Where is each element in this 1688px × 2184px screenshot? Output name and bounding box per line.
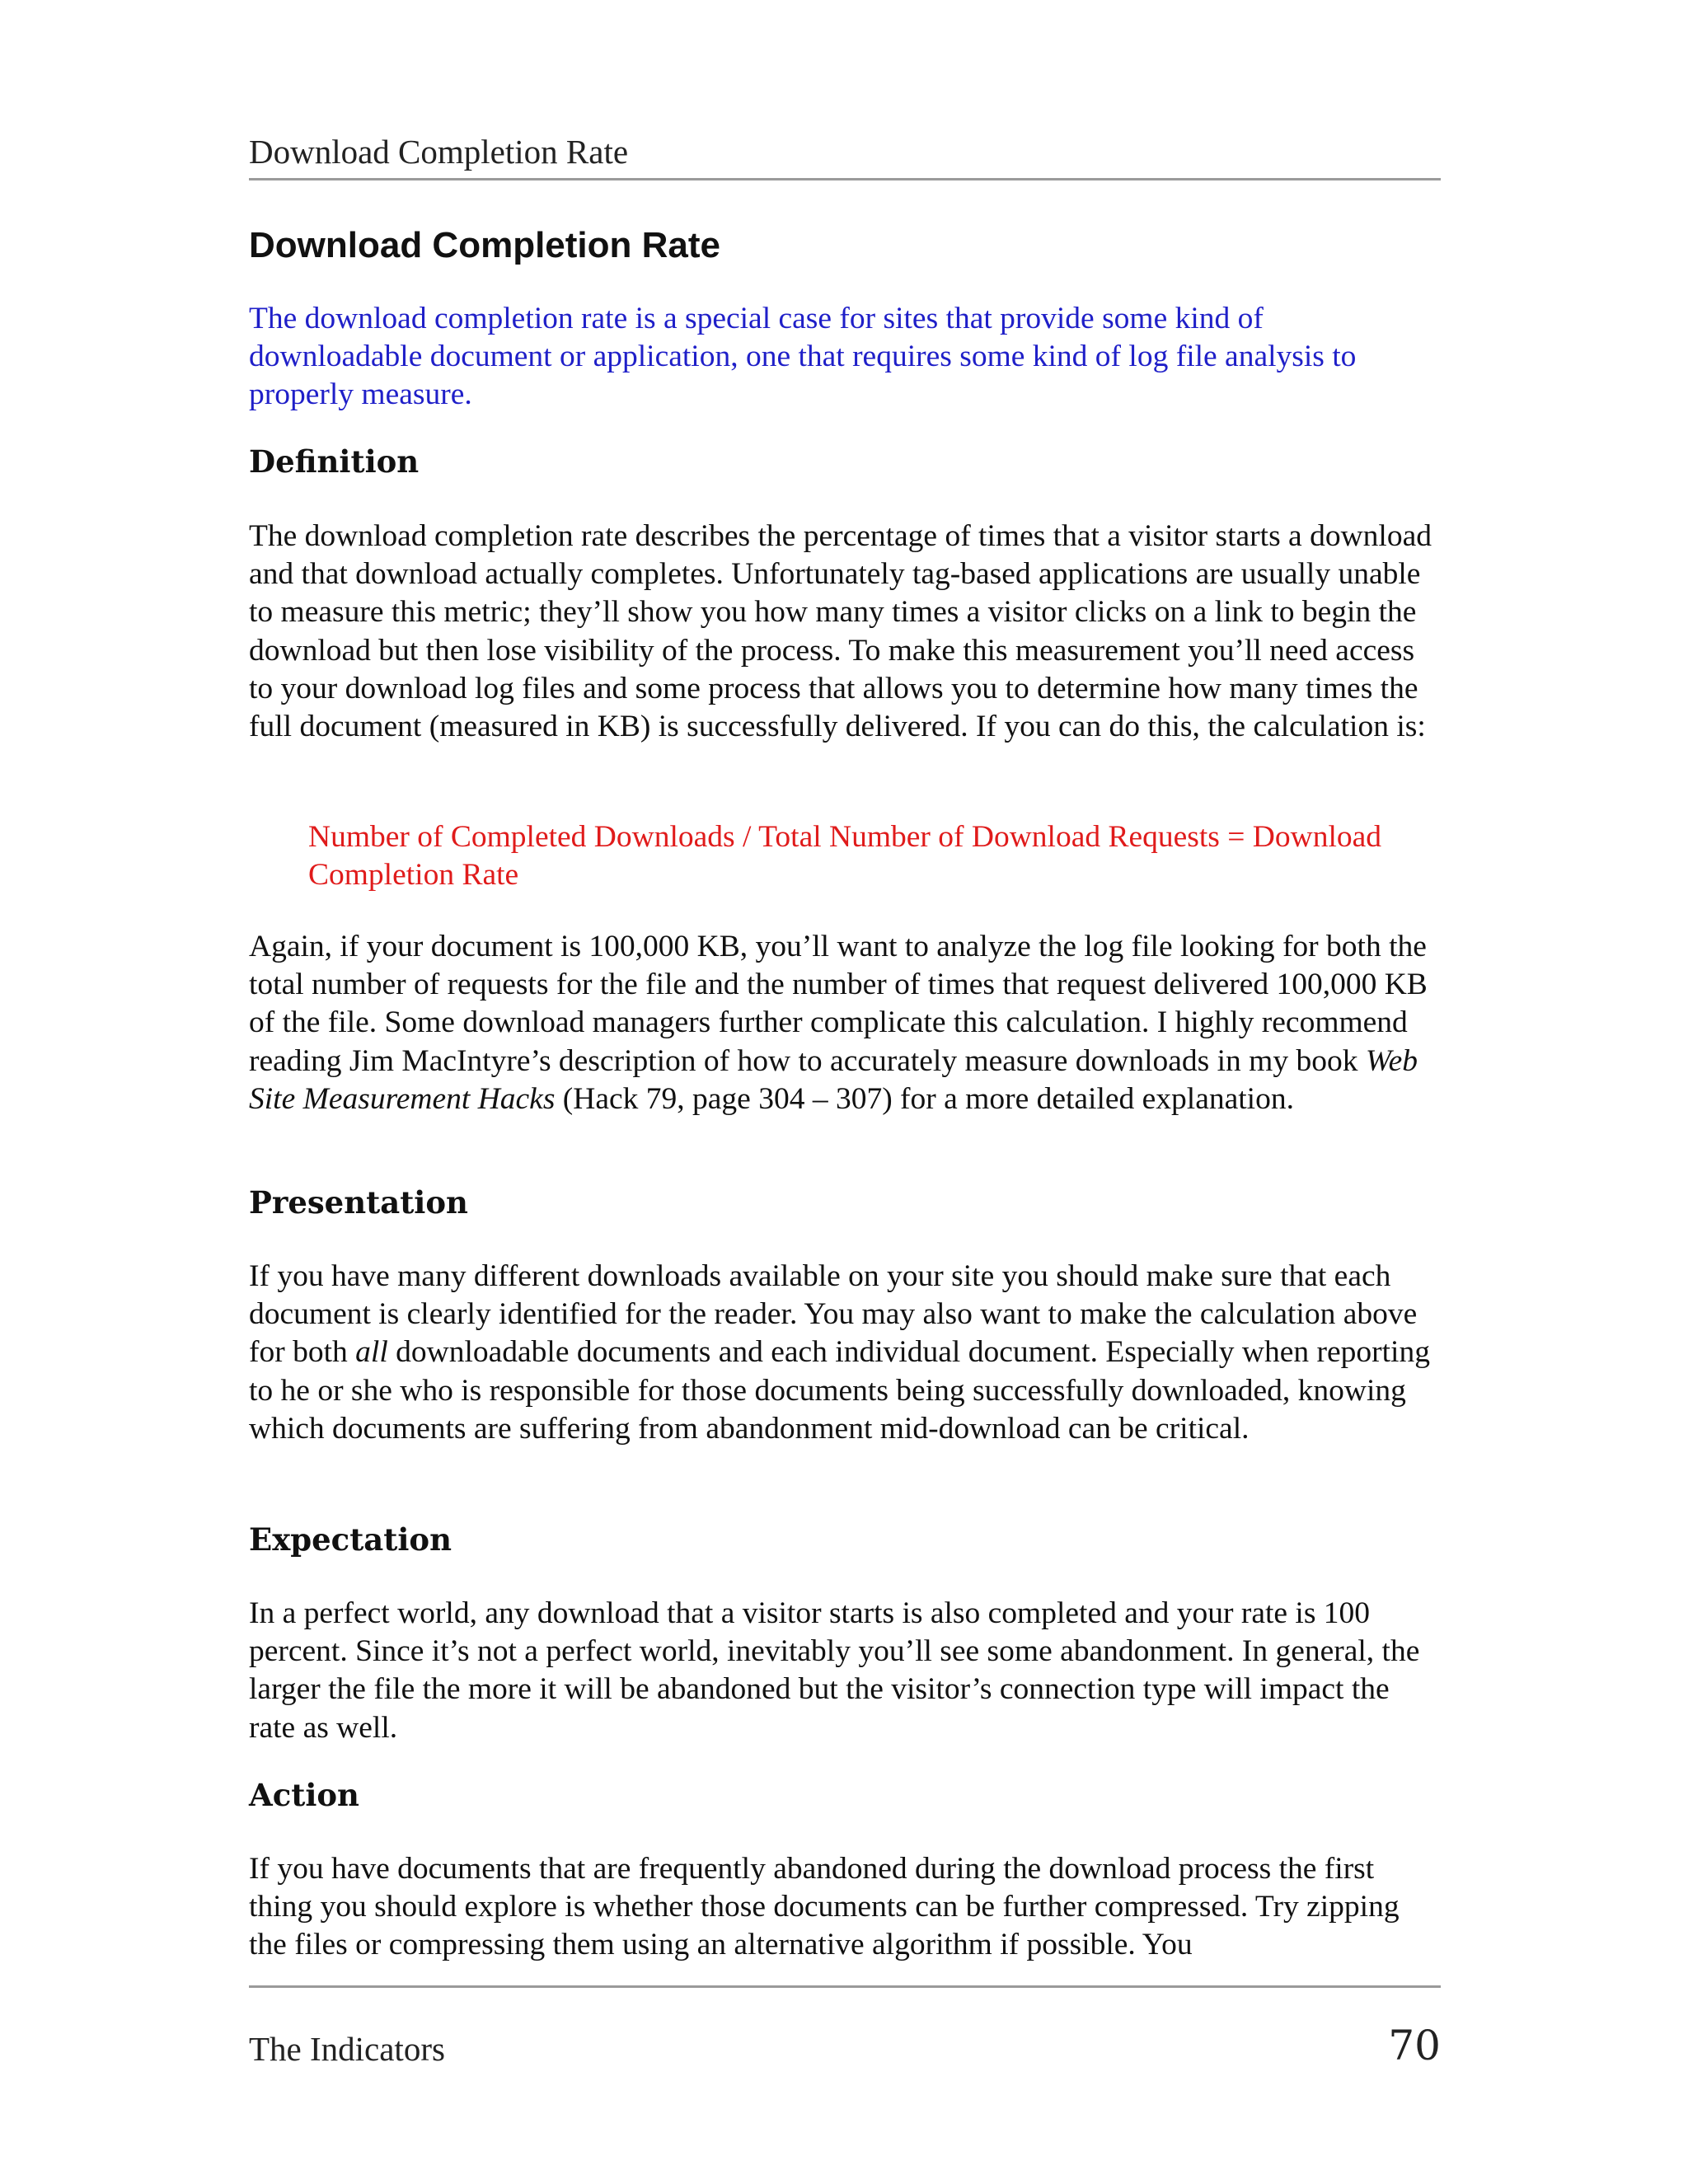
formula: Number of Completed Downloads / Total Number of Download Requests = Download Completion Rate <box>308 820 1382 893</box>
book-title: Web Site Measurement Hacks <box>249 1043 1418 1116</box>
measurement-text-2: (Hack 79, page 304 – 307) for a more detailed explanation. <box>555 1081 1294 1116</box>
document-page <box>249 0 1441 2184</box>
presentation-text-2: downloadable documents and each individual document. Especially when reporting to he or she who is responsible for those documents being successfully downloaded, knowing which documents are suffering from abandonment mid-download can be critical. <box>249 1335 1430 1446</box>
presentation-text-1: If you have many different downloads available on your site you should make sure that each document is clearly identified for the reader. You may also want to make the calculation above for both <box>249 1259 1418 1370</box>
expectation-heading: Expectation <box>249 1521 452 1558</box>
page-title: Download Completion Rate <box>249 225 720 265</box>
emphasis-all: all <box>355 1335 388 1370</box>
measurement-paragraph <box>249 928 1441 1118</box>
definition-paragraph: The download completion rate describes the percentage of times that a visitor starts a download and that download actually completes. Unfortunately tag-based applications are usually unable to measure this metric; they’ll show you how many times a visitor clicks on a link to begin the download but then lose visibility of the process. To make this measurement you’ll need access to your download log files and some process that allows you to determine how many times the full document (measured in KB) is successfully delivered. If you can do this, the calculation is: <box>249 519 1432 744</box>
intro-paragraph: The download completion rate is a special case for sites that provide some kind of downloadable document or application, one that requires some kind of log file analysis to properly measure. <box>249 302 1357 412</box>
expectation-paragraph: In a perfect world, any download that a visitor starts is also completed and your rate is 100 percent. Since it’s not a perfect world, inevitably you’ll see some abandonment. In general, the larger the file the more it will be abandoned but the visitor’s connection type will impact the rate as well. <box>249 1596 1420 1745</box>
page-number: 70 <box>1388 2022 1441 2069</box>
action-heading: Action <box>249 1777 359 1813</box>
running-header: Download Completion Rate <box>249 129 1441 180</box>
footer-divider <box>249 1985 1441 1988</box>
presentation-heading: Presentation <box>249 1184 468 1221</box>
presentation-paragraph <box>249 1258 1441 1448</box>
footer-section-title: The Indicators <box>249 2030 445 2068</box>
action-paragraph: If you have documents that are frequently abandoned during the download process the first thing you should explore is whether those documents can be further compressed. Try zipping the files or compressing them using an alternative algorithm if possible. You <box>249 1852 1400 1962</box>
definition-heading: Definition <box>249 443 420 480</box>
measurement-text-1: Again, if your document is 100,000 KB, you’ll want to analyze the log file looking for both the total number of requests for the file and the number of times that request delivered 100,000 KB of the file. Some download managers further complicate this calculation. I highly recommend reading Jim MacIntyre’s description of how to accurately measure downloads in my book <box>249 930 1428 1078</box>
